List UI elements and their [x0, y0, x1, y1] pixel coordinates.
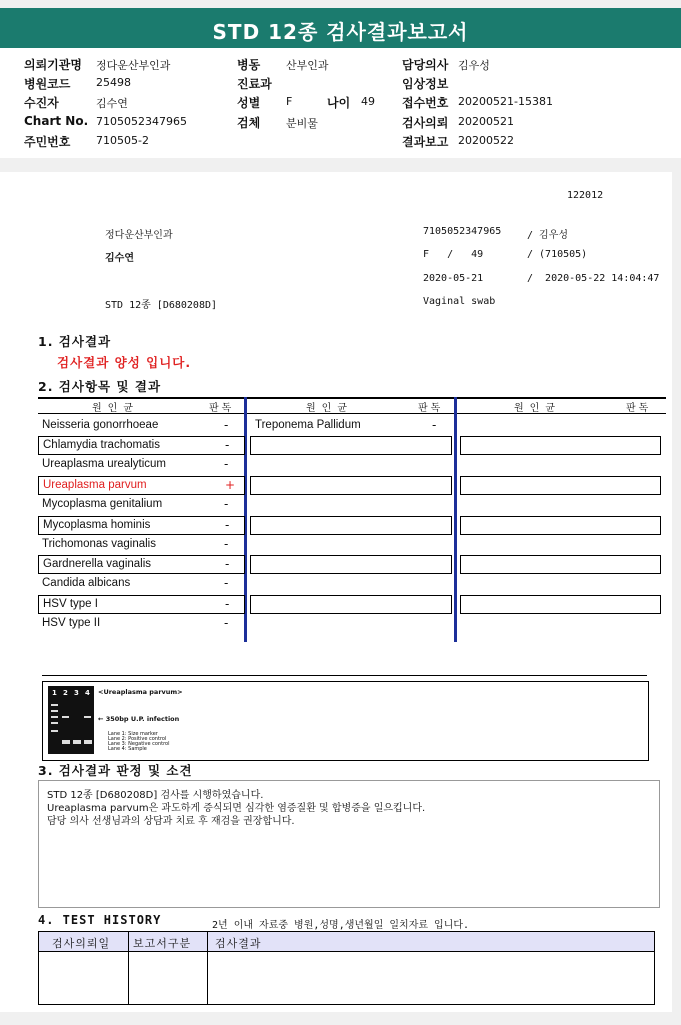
institution-label: 의뢰기관명 [24, 58, 82, 72]
lane-number: 4 [85, 689, 90, 697]
report-header [0, 48, 681, 158]
sex-value: F [286, 95, 293, 108]
history-col-line [128, 932, 129, 1004]
pathogen-result: - [225, 438, 230, 452]
section3-title: 3. 검사결과 판정 및 소견 [38, 763, 193, 778]
clinical-label: 임상정보 [402, 77, 449, 91]
pathogen-name: Candida albicans [42, 577, 131, 589]
pathogen-name: Neisseria gonorrhoeae [42, 419, 159, 431]
pathogen-name: Ureaplasma urealyticum [42, 458, 166, 470]
table-row [38, 536, 245, 555]
pathogen-name: Ureaplasma parvum [43, 479, 147, 491]
empty-cell [460, 516, 661, 535]
hospital-code-label: 병원코드 [24, 77, 71, 91]
empty-cell [250, 516, 452, 535]
pathogen-result: - [224, 418, 229, 432]
table-row [38, 555, 245, 574]
empty-cell [460, 436, 661, 455]
specimen-value: 분비물 [286, 117, 318, 130]
report-date-label: 결과보고 [402, 135, 449, 149]
paper-specimen: Vaginal swab [423, 296, 496, 307]
paper-received-date: 2020-05-21 [423, 273, 484, 284]
pathogen-result: - [225, 597, 230, 611]
gel-legend-item: Lane 4: Sample [108, 746, 147, 752]
table-row [38, 456, 245, 475]
paper-chart-no: 7105052347965 [423, 226, 502, 237]
table-row [38, 417, 245, 436]
table-row [38, 575, 245, 594]
institution-value: 정다운산부인과 [96, 59, 171, 72]
section2-title: 2. 검사항목 및 결과 [38, 379, 162, 394]
table-row [38, 595, 245, 614]
pathogen-result: - [224, 616, 229, 630]
comment-line: STD 12종 [D680208D] 검사를 시행하였습니다. [47, 790, 264, 801]
patient-label: 수진자 [24, 96, 59, 110]
chart-label: Chart No. [24, 114, 89, 128]
history-header: 검사결과 [215, 937, 262, 950]
doctor-label: 담당의사 [402, 58, 449, 72]
col1-header: 원인균 [92, 403, 139, 414]
gel-band [51, 716, 58, 718]
pathogen-name: HSV type I [43, 598, 98, 610]
empty-cell [460, 476, 661, 495]
lane-number: 2 [63, 689, 68, 697]
report-title: STD 12종 검사결과보고서 [212, 20, 469, 44]
lane-number: 1 [52, 689, 57, 697]
pathogen-result: - [224, 576, 229, 590]
pathogen-result: - [225, 518, 230, 532]
history-header: 보고서구분 [133, 937, 192, 950]
title-bar [0, 8, 681, 48]
resident-label: 주민번호 [24, 135, 71, 149]
gel-band [51, 704, 58, 706]
paper-sex-age: F / 49 [423, 249, 484, 260]
request-label: 검사의뢰 [402, 116, 449, 130]
gel-title: <Ureaplasma parvum> [98, 688, 183, 696]
result-grid [38, 397, 666, 642]
history-col-line [207, 932, 208, 1004]
age-label: 나이 [327, 96, 351, 110]
pathogen-name: Treponema Pallidum [255, 419, 361, 431]
empty-cell [460, 555, 661, 574]
gel-image [48, 686, 94, 754]
pathogen-name: Mycoplasma genitalium [42, 498, 163, 510]
paper-test-name: STD 12종 [D680208D] [105, 300, 218, 311]
report-code: 122012 [567, 190, 604, 201]
gel-band [51, 730, 58, 732]
pathogen-name: Mycoplasma hominis [43, 519, 151, 531]
empty-cell [460, 595, 661, 614]
history-table [38, 931, 655, 1005]
section1-title: 1. 검사결과 [38, 334, 112, 349]
pathogen-result: - [432, 418, 437, 432]
request-value: 20200521 [458, 115, 514, 128]
gel-band-label: ← 350bp U.P. infection [98, 715, 180, 723]
table-row [38, 615, 245, 634]
history-note: 2년 이내 자료중 병원,성명,생년월일 일치자료 입니다. [212, 920, 470, 931]
resident-value: 710505-2 [96, 134, 149, 147]
positive-result-text: 검사결과 양성 입니다. [57, 355, 192, 370]
comment-line: 담당 의사 선생님과의 상담과 치료 후 재검을 권장합니다. [47, 816, 295, 827]
column-separator [454, 397, 457, 642]
history-header-row [39, 932, 654, 952]
gel-band [51, 710, 58, 712]
report-date-value: 20200522 [458, 134, 514, 147]
col3-header: 원인균 [514, 403, 561, 414]
gel-band [84, 740, 92, 744]
paper-clinic: 정다운산부인과 [105, 230, 173, 241]
empty-cell [250, 555, 452, 574]
section4-title: 4. TEST HISTORY [38, 913, 162, 927]
col2-judge-header: 판독 [418, 403, 444, 414]
lane-number: 3 [74, 689, 79, 697]
gel-legend-item: Lane 1: Size marker [108, 731, 158, 737]
pathogen-name: Gardnerella vaginalis [43, 558, 152, 570]
gel-divider [42, 675, 647, 676]
ward-value: 산부인과 [286, 59, 329, 72]
empty-cell [250, 476, 452, 495]
pathogen-name: Chlamydia trachomatis [43, 439, 160, 451]
patient-value: 김수연 [96, 97, 128, 110]
dept-label: 진료과 [237, 77, 272, 91]
gel-legend-item: Lane 3: Negative control [108, 741, 170, 747]
history-header: 검사의뢰일 [52, 937, 111, 950]
col1-judge-header: 판독 [209, 403, 235, 414]
doctor-value: 김우성 [458, 59, 490, 72]
table-row-positive [38, 476, 245, 495]
gel-band [62, 716, 69, 718]
empty-cell [250, 595, 452, 614]
gel-band [62, 740, 70, 744]
pathogen-result: - [224, 537, 229, 551]
paper-birth: / (710505) [527, 249, 588, 260]
sex-label: 성별 [237, 96, 261, 110]
pathogen-name: Trichomonas vaginalis [42, 538, 156, 550]
receipt-label: 접수번호 [402, 96, 449, 110]
pathogen-result: - [224, 497, 229, 511]
table-row [38, 516, 245, 535]
gel-band [73, 740, 81, 744]
pathogen-name: HSV type II [42, 617, 101, 629]
table-row [38, 496, 245, 515]
col2-header: 원인균 [306, 403, 353, 414]
comment-line: Ureaplasma parvum은 과도하게 증식되면 심각한 염증질환 및 합병증을 일으킵니다. [47, 803, 426, 814]
paper-patient: 김수연 [105, 253, 134, 264]
receipt-value: 20200521-15381 [458, 95, 553, 108]
table-row [38, 436, 245, 455]
pathogen-result: + [225, 478, 236, 492]
ward-label: 병동 [237, 58, 261, 72]
hospital-code-value: 25498 [96, 76, 131, 89]
gel-legend-item: Lane 2: Positive control [108, 736, 167, 742]
age-value: 49 [361, 95, 375, 108]
empty-cell [250, 436, 452, 455]
paper-reported-datetime: / 2020-05-22 14:04:47 [527, 273, 660, 284]
gel-band [51, 722, 58, 724]
specimen-label: 검체 [237, 116, 261, 130]
table-row [251, 417, 451, 436]
gel-band [84, 716, 91, 718]
pathogen-result: - [225, 557, 230, 571]
chart-value: 7105052347965 [96, 115, 187, 128]
col3-judge-header: 판독 [626, 403, 652, 414]
paper-doctor: / 김우성 [527, 230, 569, 241]
pathogen-result: - [224, 457, 229, 471]
